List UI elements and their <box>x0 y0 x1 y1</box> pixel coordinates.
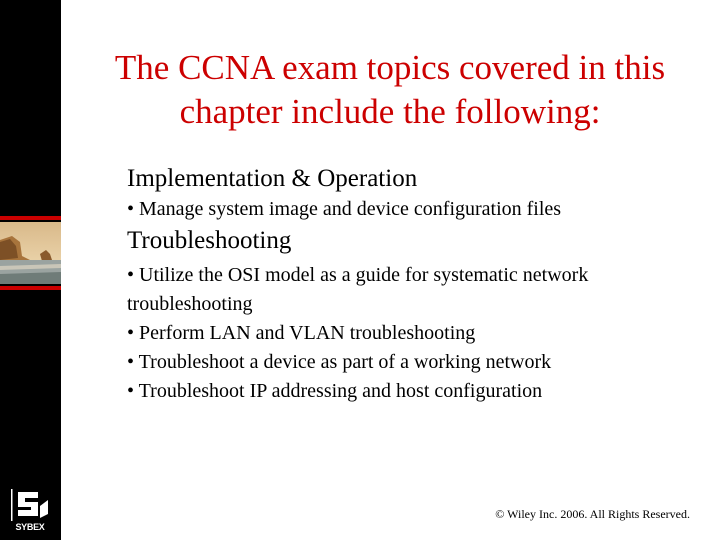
bullet-item: • Utilize the OSI model as a guide for systematic network troubleshooting <box>127 264 589 315</box>
sybex-logo <box>8 488 52 534</box>
slide-content <box>127 163 707 406</box>
logo-text: SYBEX <box>15 522 45 532</box>
slide-title: The CCNA exam topics covered in this chapter include the following: <box>114 48 666 131</box>
sidebar-red-line-top <box>0 216 61 220</box>
bullet-item: • Manage system image and device configuration files <box>127 198 562 220</box>
section-heading-implementation: Implementation & Operation <box>127 165 418 192</box>
coastline-photo <box>0 222 61 284</box>
bullet-item: • Perform LAN and VLAN troubleshooting <box>127 322 476 344</box>
bullet-item: • Troubleshoot IP addressing and host configuration <box>127 380 543 402</box>
bullet-item: • Troubleshoot a device as part of a working network <box>127 351 552 373</box>
copyright-footer: © Wiley Inc. 2006. All Rights Reserved. <box>495 507 690 521</box>
section-heading-troubleshooting: Troubleshooting <box>127 227 292 254</box>
sidebar-red-line-bottom <box>0 286 61 290</box>
